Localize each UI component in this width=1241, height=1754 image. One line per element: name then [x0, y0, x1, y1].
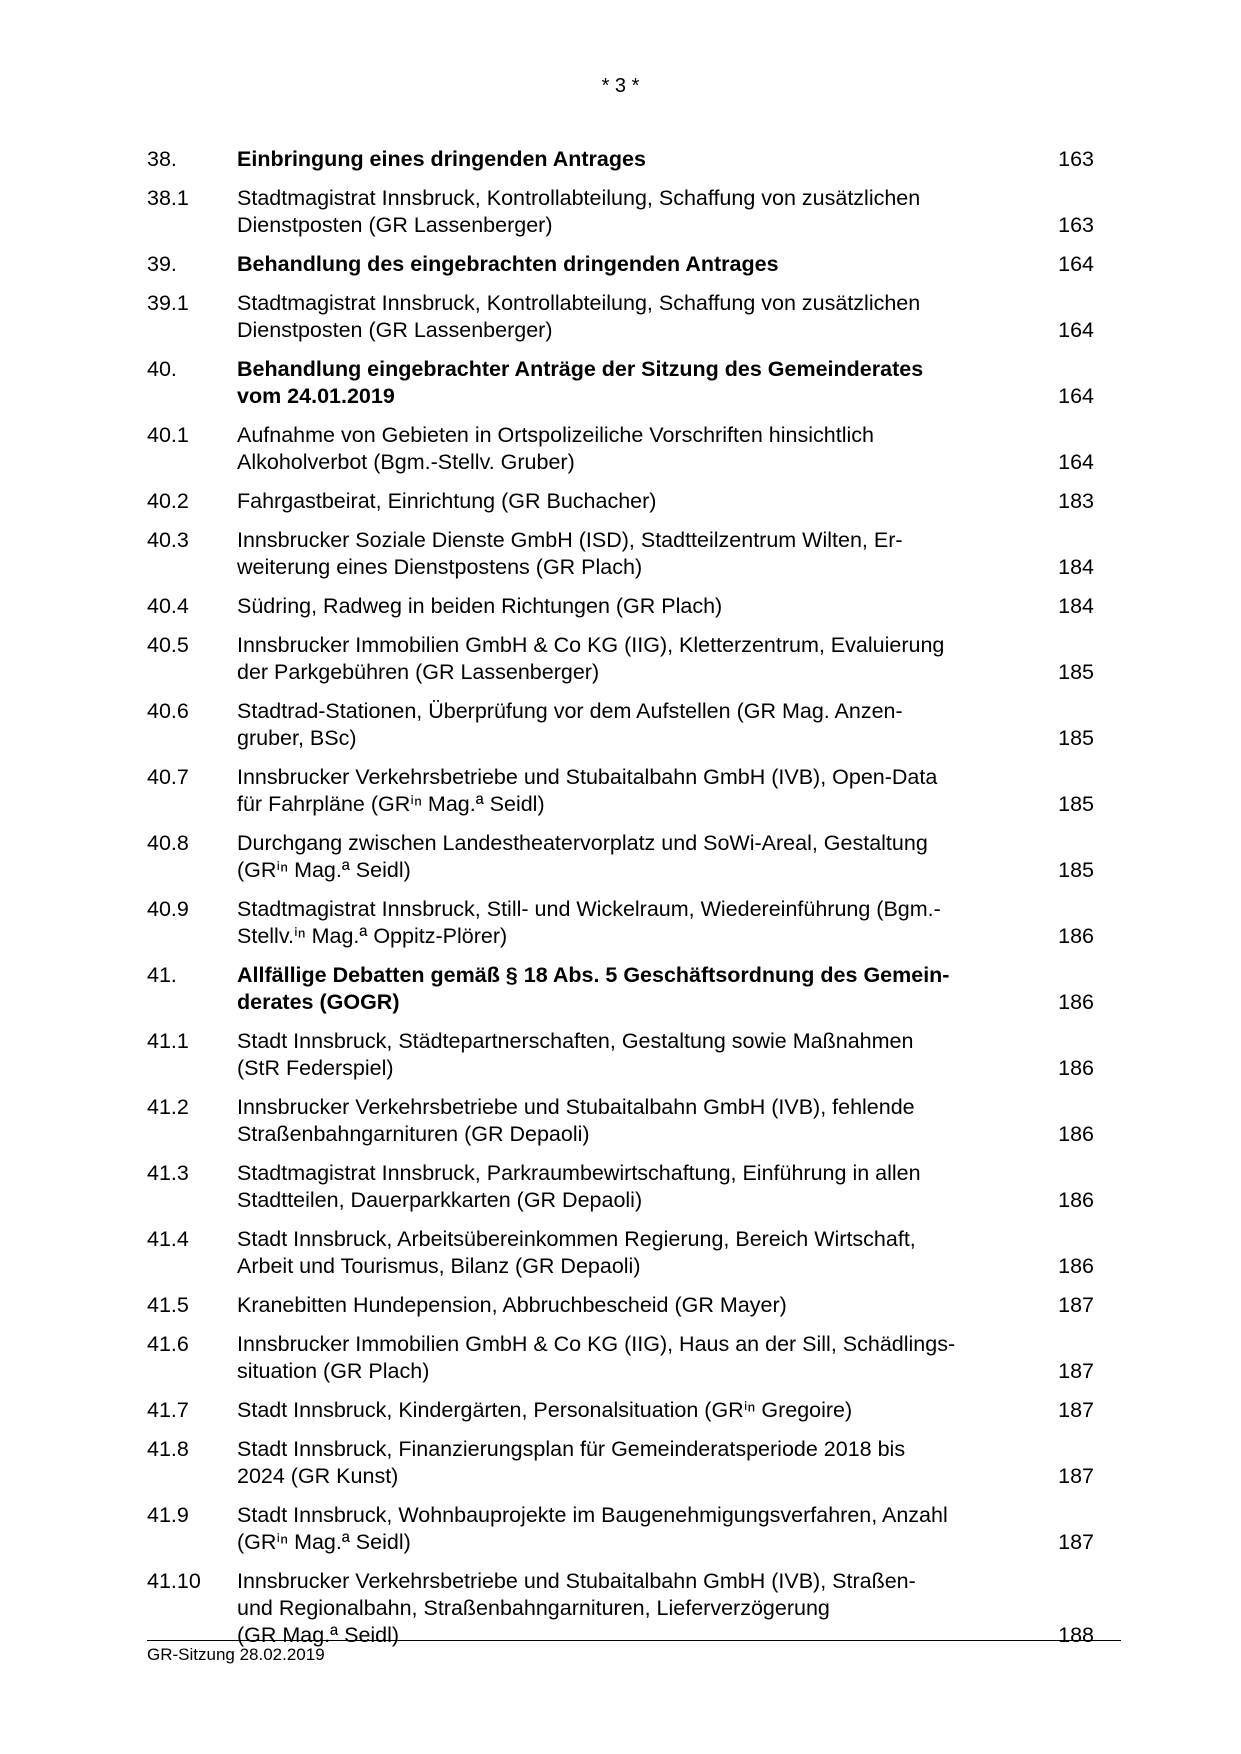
- toc-entry-number: 41.7: [147, 1398, 189, 1422]
- toc-entry-title-line: weiterung eines Dienstpostens (GR Plach): [237, 555, 643, 579]
- toc-entry-title: [237, 1226, 997, 1280]
- toc-entry-title: [237, 698, 997, 752]
- toc-entry-title: [237, 422, 997, 476]
- toc-entry-page: 187: [1058, 1530, 1094, 1554]
- toc-entry-title-line: Stadtmagistrat Innsbruck, Kontrollabteilung, Schaffung von zusätzlichen: [237, 186, 921, 210]
- toc-entry-title: [237, 764, 997, 818]
- toc-entry-number: 40.6: [147, 699, 189, 723]
- toc-entry-title: [237, 1397, 997, 1424]
- toc-entry: [147, 1028, 1097, 1082]
- toc-entry-title: [237, 146, 997, 173]
- toc-entry-title: [237, 185, 997, 239]
- toc-entry-title-line: Südring, Radweg in beiden Richtungen (GR Plach): [237, 594, 723, 618]
- toc-entry-title: [237, 1436, 997, 1490]
- toc-entry: [147, 356, 1097, 410]
- toc-entry: [147, 1397, 1097, 1424]
- toc-entry-number: 41.2: [147, 1095, 189, 1119]
- toc-entry-title-line: Innsbrucker Immobilien GmbH & Co KG (IIG), Haus an der Sill, Schädlings-: [237, 1332, 956, 1356]
- table-of-contents: [147, 146, 1097, 1661]
- toc-entry: [147, 488, 1097, 515]
- toc-entry-page: 164: [1058, 450, 1094, 474]
- toc-entry-title: [237, 1568, 997, 1649]
- toc-entry: [147, 290, 1097, 344]
- toc-entry-number: 41.3: [147, 1161, 189, 1185]
- toc-entry-title-line: (StR Federspiel): [237, 1056, 394, 1080]
- toc-entry-title-line: Straßenbahngarnituren (GR Depaoli): [237, 1122, 590, 1146]
- toc-entry-title-line: Innsbrucker Verkehrsbetriebe und Stubaitalbahn GmbH (IVB), fehlende: [237, 1095, 915, 1119]
- toc-entry-number: 40.4: [147, 594, 189, 618]
- toc-entry-number: 41.8: [147, 1437, 189, 1461]
- toc-entry-title-line: Stadt Innsbruck, Städtepartnerschaften, Gestaltung sowie Maßnahmen: [237, 1029, 914, 1053]
- toc-entry: [147, 764, 1097, 818]
- toc-entry-page: 186: [1058, 1254, 1094, 1278]
- toc-entry-title-line: Stadt Innsbruck, Kindergärten, Personalsituation (GRⁱⁿ Gregoire): [237, 1398, 853, 1422]
- toc-entry-title-line: Allfällige Debatten gemäß § 18 Abs. 5 Geschäftsordnung des Gemein-: [237, 963, 950, 987]
- toc-entry-title-line: Innsbrucker Verkehrsbetriebe und Stubaitalbahn GmbH (IVB), Open-Data: [237, 765, 938, 789]
- toc-entry-title-line: Innsbrucker Soziale Dienste GmbH (ISD), Stadtteilzentrum Wilten, Er-: [237, 528, 903, 552]
- toc-entry-page: 187: [1058, 1293, 1094, 1317]
- toc-entry-title-line: Fahrgastbeirat, Einrichtung (GR Buchacher): [237, 489, 657, 513]
- toc-entry-title: [237, 1160, 997, 1214]
- toc-entry-page: 188: [1058, 1623, 1094, 1647]
- toc-entry-title-line: für Fahrpläne (GRⁱⁿ Mag.ª Seidl): [237, 792, 545, 816]
- toc-entry-number: 40.: [147, 357, 177, 381]
- toc-entry-title-line: situation (GR Plach): [237, 1359, 430, 1383]
- toc-entry-title-line: Stadtmagistrat Innsbruck, Still- und Wickelraum, Wiedereinführung (Bgm.-: [237, 897, 941, 921]
- toc-entry: [147, 185, 1097, 239]
- toc-entry-number: 40.1: [147, 423, 189, 447]
- toc-entry-page: 187: [1058, 1464, 1094, 1488]
- toc-entry-number: 41.1: [147, 1029, 189, 1053]
- footer-session-date: GR-Sitzung 28.02.2019: [147, 1645, 325, 1664]
- toc-entry-page: 186: [1058, 1188, 1094, 1212]
- toc-entry-title-line: gruber, BSc): [237, 726, 357, 750]
- toc-entry: [147, 698, 1097, 752]
- toc-entry-number: 41.6: [147, 1332, 189, 1356]
- toc-entry-page: 185: [1058, 726, 1094, 750]
- toc-entry-title: [237, 896, 997, 950]
- toc-entry-number: 40.2: [147, 489, 189, 513]
- toc-entry-page: 186: [1058, 1122, 1094, 1146]
- toc-entry-title: [237, 527, 997, 581]
- toc-entry-page: 183: [1058, 489, 1094, 513]
- toc-entry: [147, 1568, 1097, 1649]
- toc-entry-number: 40.5: [147, 633, 189, 657]
- toc-entry-title-line: (GRⁱⁿ Mag.ª Seidl): [237, 858, 411, 882]
- toc-entry-title-line: Stadtmagistrat Innsbruck, Kontrollabteilung, Schaffung von zusätzlichen: [237, 291, 921, 315]
- toc-entry-number: 38.1: [147, 186, 189, 210]
- toc-entry-title-line: 2024 (GR Kunst): [237, 1464, 399, 1488]
- toc-entry-title: [237, 251, 997, 278]
- toc-entry: [147, 251, 1097, 278]
- toc-entry-page: 185: [1058, 858, 1094, 882]
- toc-entry-title-line: (GRⁱⁿ Mag.ª Seidl): [237, 1530, 411, 1554]
- toc-entry-number: 40.9: [147, 897, 189, 921]
- toc-entry: [147, 1502, 1097, 1556]
- toc-entry: [147, 527, 1097, 581]
- toc-entry-title-line: Behandlung eingebrachter Anträge der Sitzung des Gemeinderates: [237, 357, 924, 381]
- toc-entry-page: 186: [1058, 1056, 1094, 1080]
- toc-entry-page: 164: [1058, 384, 1094, 408]
- toc-entry-title: [237, 356, 997, 410]
- toc-entry-title-line: der Parkgebühren (GR Lassenberger): [237, 660, 600, 684]
- toc-entry: [147, 632, 1097, 686]
- footer-divider: [147, 1640, 1121, 1641]
- toc-entry-page: 187: [1058, 1398, 1094, 1422]
- toc-entry: [147, 1094, 1097, 1148]
- toc-entry-page: 164: [1058, 252, 1094, 276]
- toc-entry: [147, 896, 1097, 950]
- toc-entry-title-line: und Regionalbahn, Straßenbahngarnituren, Lieferverzögerung: [237, 1596, 830, 1620]
- toc-entry-title-line: Stellv.ⁱⁿ Mag.ª Oppitz-Plörer): [237, 924, 508, 948]
- toc-entry-number: 40.3: [147, 528, 189, 552]
- toc-entry-page: 186: [1058, 924, 1094, 948]
- toc-entry-title-line: derates (GOGR): [237, 990, 400, 1014]
- toc-entry-title-line: Arbeit und Tourismus, Bilanz (GR Depaoli): [237, 1254, 641, 1278]
- toc-entry-title-line: Stadtrad-Stationen, Überprüfung vor dem Aufstellen (GR Mag. Anzen-: [237, 699, 903, 723]
- toc-entry-title: [237, 1502, 997, 1556]
- toc-entry-title: [237, 593, 997, 620]
- toc-entry-page: 184: [1058, 555, 1094, 579]
- toc-entry-title: [237, 1292, 997, 1319]
- toc-entry-title-line: Alkoholverbot (Bgm.-Stellv. Gruber): [237, 450, 575, 474]
- toc-entry-title: [237, 830, 997, 884]
- toc-entry-number: 38.: [147, 147, 177, 171]
- toc-entry-page: 163: [1058, 147, 1094, 171]
- toc-entry-title: [237, 632, 997, 686]
- toc-entry: [147, 146, 1097, 173]
- toc-entry-page: 186: [1058, 990, 1094, 1014]
- toc-entry-number: 41.5: [147, 1293, 189, 1317]
- toc-entry-title-line: Dienstposten (GR Lassenberger): [237, 213, 553, 237]
- toc-entry-title: [237, 1028, 997, 1082]
- toc-entry: [147, 1292, 1097, 1319]
- toc-entry-title-line: Einbringung eines dringenden Antrages: [237, 147, 646, 171]
- toc-entry-number: 39.: [147, 252, 177, 276]
- toc-entry-title-line: (GR Mag.ª Seidl): [237, 1623, 400, 1647]
- toc-entry-title: [237, 488, 997, 515]
- toc-entry-title-line: vom 24.01.2019: [237, 384, 395, 408]
- toc-entry-title-line: Innsbrucker Verkehrsbetriebe und Stubaitalbahn GmbH (IVB), Straßen-: [237, 1569, 916, 1593]
- toc-entry-title-line: Stadt Innsbruck, Arbeitsübereinkommen Regierung, Bereich Wirtschaft,: [237, 1227, 916, 1251]
- toc-entry: [147, 593, 1097, 620]
- toc-entry-title-line: Dienstposten (GR Lassenberger): [237, 318, 553, 342]
- toc-entry-number: 41.: [147, 963, 177, 987]
- toc-entry-title-line: Aufnahme von Gebieten in Ortspolizeiliche Vorschriften hinsichtlich: [237, 423, 874, 447]
- toc-entry-number: 39.1: [147, 291, 189, 315]
- toc-entry-page: 185: [1058, 660, 1094, 684]
- toc-entry: [147, 1331, 1097, 1385]
- toc-entry-title: [237, 1331, 997, 1385]
- page-number: * 3 *: [601, 75, 640, 97]
- toc-entry: [147, 962, 1097, 1016]
- toc-entry-number: 41.4: [147, 1227, 189, 1251]
- toc-entry-number: 41.10: [147, 1569, 201, 1593]
- toc-entry-title-line: Stadtteilen, Dauerparkkarten (GR Depaoli): [237, 1188, 643, 1212]
- toc-entry-page: 163: [1058, 213, 1094, 237]
- toc-entry-title-line: Stadt Innsbruck, Wohnbauprojekte im Baugenehmigungsverfahren, Anzahl: [237, 1503, 948, 1527]
- toc-entry-title: [237, 1094, 997, 1148]
- toc-entry-page: 184: [1058, 594, 1094, 618]
- toc-entry-number: 41.9: [147, 1503, 189, 1527]
- toc-entry-title: [237, 962, 997, 1016]
- toc-entry-title-line: Behandlung des eingebrachten dringenden Antrages: [237, 252, 779, 276]
- toc-entry-title-line: Innsbrucker Immobilien GmbH & Co KG (IIG), Kletterzentrum, Evaluierung: [237, 633, 945, 657]
- toc-entry-number: 40.8: [147, 831, 189, 855]
- toc-entry: [147, 1226, 1097, 1280]
- toc-entry: [147, 1160, 1097, 1214]
- toc-entry: [147, 422, 1097, 476]
- toc-entry-page: 185: [1058, 792, 1094, 816]
- toc-entry-title-line: Kranebitten Hundepension, Abbruchbescheid (GR Mayer): [237, 1293, 787, 1317]
- toc-entry: [147, 1436, 1097, 1490]
- toc-entry-title-line: Durchgang zwischen Landestheatervorplatz und SoWi-Areal, Gestaltung: [237, 831, 928, 855]
- toc-entry-number: 40.7: [147, 765, 189, 789]
- toc-entry-page: 187: [1058, 1359, 1094, 1383]
- toc-entry-title-line: Stadt Innsbruck, Finanzierungsplan für Gemeinderatsperiode 2018 bis: [237, 1437, 906, 1461]
- toc-entry-title: [237, 290, 997, 344]
- toc-entry-page: 164: [1058, 318, 1094, 342]
- toc-entry: [147, 830, 1097, 884]
- toc-entry-title-line: Stadtmagistrat Innsbruck, Parkraumbewirtschaftung, Einführung in allen: [237, 1161, 921, 1185]
